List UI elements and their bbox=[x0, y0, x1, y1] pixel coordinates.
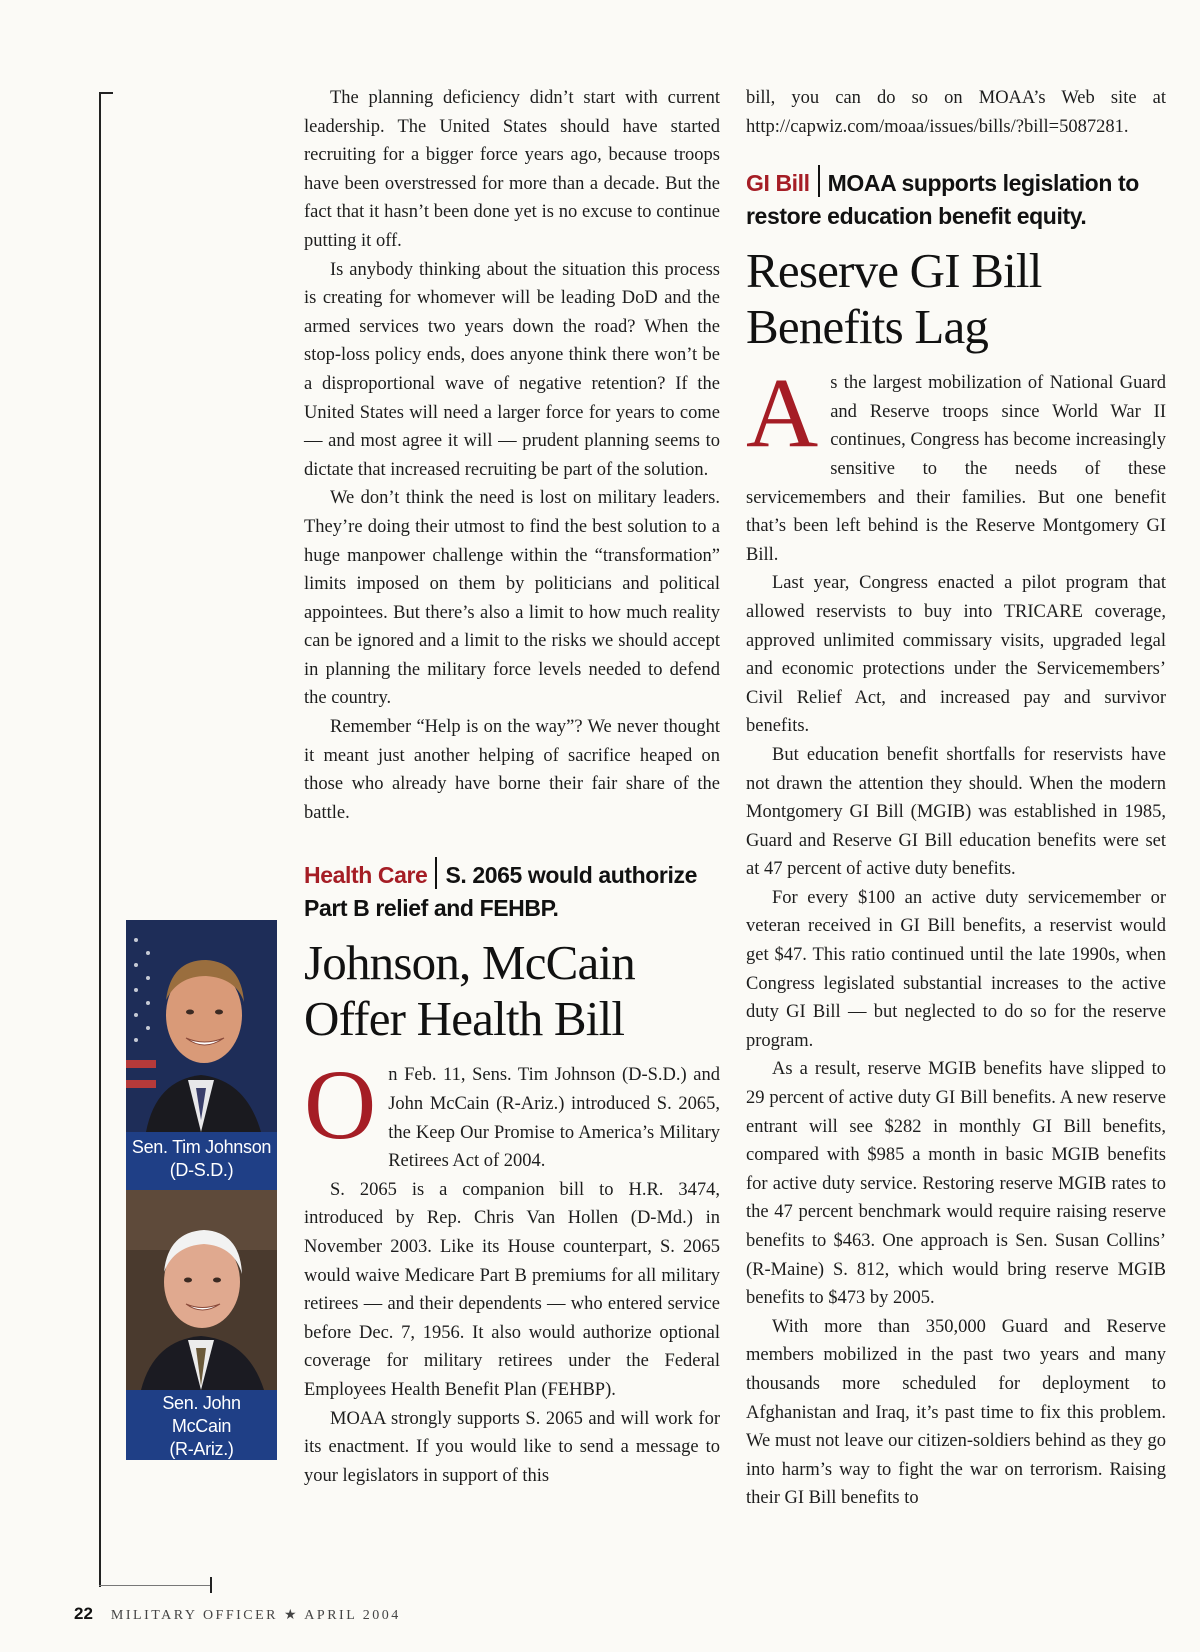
gi-bill-deck: MOAA supports legislation to restore education benefit equity. bbox=[746, 170, 1139, 230]
johnson-caption bbox=[126, 1136, 277, 1182]
gi-bill-paragraph: Last year, Congress enacted a pilot program that allowed reservists to buy into TRICARE coverage, approved unlimited commissary visits, upgraded legal and economic protections under the Servicemembers’ Civil Relief Act, and increased pay and survivor benefits. bbox=[746, 573, 1166, 737]
drop-cap: O bbox=[304, 1049, 377, 1161]
editorial-paragraph: The planning deficiency didn’t start with current leadership. The United States should have started recruiting for a bigger force years ago, because troops have been overstressed for more than a decade. But the fact that it hasn’t been done yet is no excuse to continue putting it off. bbox=[304, 88, 720, 251]
gi-bill-lead bbox=[746, 357, 1166, 569]
gi-bill-paragraph: For every $100 an active duty servicemember or veteran received in GI Bill benefits, a reservist would get $47. This ratio continued until the late 1990s, when Congress legislated substantial increases to the active duty GI Bill — but neglected to do so for the reserve program. bbox=[746, 887, 1166, 1051]
bracket-vertical-rule bbox=[99, 92, 101, 1587]
caption-line: (D-S.D.) bbox=[169, 1160, 234, 1180]
caption-line: McCain bbox=[171, 1416, 232, 1436]
editorial-paragraph: Remember “Help is on the way”? We never thought it meant just another helping of sacrifice heaped on those who already have borne their fair share of the battle. bbox=[304, 717, 720, 823]
headline-line: Reserve GI Bill bbox=[746, 243, 1042, 299]
bracket-end-tick bbox=[210, 1577, 212, 1593]
health-care-headline bbox=[304, 935, 720, 1047]
health-care-deck: S. 2065 would authorize Part B relief and FEHBP. bbox=[304, 862, 697, 922]
publication-line: MILITARY OFFICER ★ APRIL 2004 bbox=[110, 1608, 401, 1623]
headline-line: Johnson, McCain bbox=[304, 935, 636, 991]
gi-bill-headline bbox=[746, 243, 1166, 355]
gi-bill-paragraph: But education benefit shortfalls for reservists have not drawn the attention they should. When the modern Montgomery GI Bill (MGIB) was established in 1985, Guard and Reserve GI Bill education benefits were set at 47 percent of active duty benefits. bbox=[746, 744, 1166, 880]
caption-line: Sen. John bbox=[162, 1393, 241, 1413]
caption-line: (R-Ariz.) bbox=[169, 1439, 234, 1459]
kicker-divider bbox=[818, 165, 820, 197]
headline-line: Benefits Lag bbox=[746, 299, 989, 355]
health-care-paragraph: S. 2065 is a companion bill to H.R. 3474, introduced by Rep. Chris Van Hollen (D-Md.) in November 2003. Like its House counterpart, S. 2065 would waive Medicare Part B premiums for all military retirees — and their dependents — who entered service before Dec. 7, 1956. It also would authorize optional coverage for military retirees under the Federal Employees Health Benefit Plan (FEHBP). bbox=[304, 1179, 720, 1400]
editorial-paragraph: Is anybody thinking about the situation this process is creating for whomever will be leading DoD and the armed services two years down the road? When the stop-loss policy ends, does anyone think there won’t be a disproportional wave of negative retention? If the United States will need a larger force for years to come — and most agree it will — prudent planning seems to dictate that increased recruiting be part of the solution. bbox=[304, 259, 720, 480]
mccain-caption bbox=[126, 1392, 277, 1461]
page-number: 22 bbox=[74, 1604, 93, 1623]
photo-mccain bbox=[126, 1190, 277, 1460]
continuation-paragraph: bill, you can do so on MOAA’s Web site at http://capwiz.com/moaa/issues/bills/?bill=5087281. bbox=[746, 88, 1166, 137]
lead-text: s the largest mobilization of National Guard and Reserve troops since World War II continues, Congress has become increasingly sensitive to the needs of these servicemembers and their families. But one benefit that’s been left behind is the Reserve Montgomery GI Bill. bbox=[746, 373, 1166, 565]
photo-johnson bbox=[126, 920, 277, 1190]
page-footer bbox=[74, 1604, 401, 1624]
health-care-lead bbox=[304, 1049, 720, 1175]
health-care-kicker bbox=[304, 857, 720, 925]
right-column bbox=[746, 84, 1166, 1513]
senator-mccain-portrait-icon bbox=[126, 1190, 277, 1390]
caption-line: Sen. Tim Johnson bbox=[131, 1137, 272, 1157]
gi-bill-kicker bbox=[746, 165, 1166, 233]
bracket-bottom-rule bbox=[99, 1585, 211, 1586]
gi-bill-topic: GI Bill bbox=[746, 170, 810, 197]
middle-column bbox=[304, 84, 720, 1490]
gi-bill-paragraph: With more than 350,000 Guard and Reserve members mobilized in the past two years and many thousands more scheduled for deployment to Afghanistan and Iraq, it’s past time to fix this problem. We must not leave our citizen-soldiers behind as they go into harm’s way to fight the war on terrorism. Raising their GI Bill benefits to bbox=[746, 1316, 1166, 1509]
kicker-divider bbox=[435, 857, 437, 889]
senator-johnson-portrait-icon bbox=[126, 920, 277, 1132]
gi-bill-paragraph: As a result, reserve MGIB benefits have slipped to 29 percent of active duty GI Bill benefits. A new reserve entrant will see $282 in monthly GI Bill benefits, compared with $985 a month in basic MGIB benefits for active duty service. Restoring reserve MGIB rates to the 47 percent benchmark would require raising reserve benefits to $463. One approach is Sen. Susan Collins’ (R-Maine) S. 812, which would bring reserve MGIB benefits to $473 by 2005. bbox=[746, 1059, 1166, 1309]
health-care-paragraph: MOAA strongly supports S. 2065 and will work for its enactment. If you would like to send a message to your legislators in support of this bbox=[304, 1408, 720, 1486]
headline-line: Offer Health Bill bbox=[304, 991, 625, 1047]
bracket-top-rule bbox=[99, 92, 113, 94]
editorial-paragraph: We don’t think the need is lost on military leaders. They’re doing their utmost to find the best solution to a huge manpower challenge within the “transformation” limits imposed on them by politicians and political appointees. But there’s also a limit to how much reality can be ignored and a limit to the risks we should accept in planning the military force levels needed to defend the country. bbox=[304, 488, 720, 709]
health-care-topic: Health Care bbox=[304, 862, 428, 889]
lead-text: n Feb. 11, Sens. Tim Johnson (D-S.D.) and John McCain (R-Ariz.) introduced S. 2065, the Keep Our Promise to America’s Military Retirees Act of 2004. bbox=[388, 1065, 720, 1172]
drop-cap: A bbox=[746, 357, 819, 469]
